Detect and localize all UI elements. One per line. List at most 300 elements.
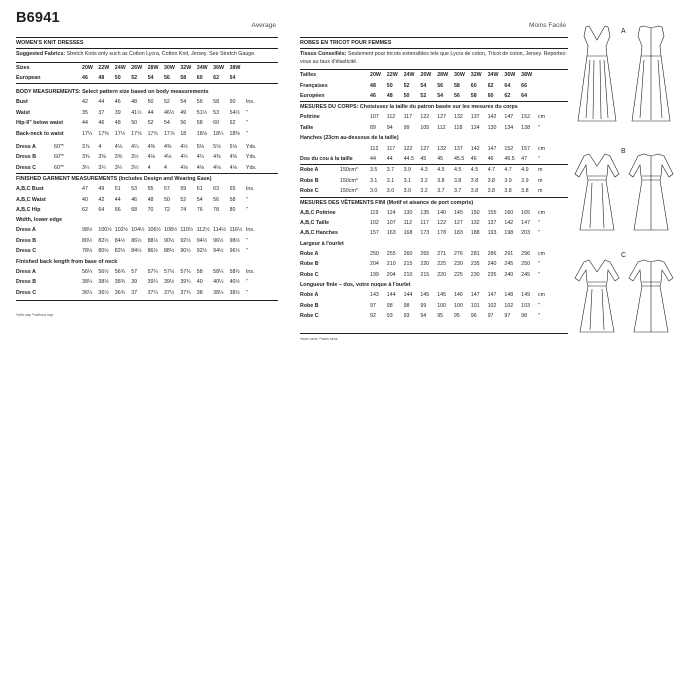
dress-a-back-icon	[626, 22, 676, 126]
table-row	[300, 70, 538, 80]
en-length-table	[16, 267, 264, 298]
cell-value: 44.5	[403, 156, 414, 163]
cell-value: 204	[386, 271, 396, 278]
row-label: A,B,C Taille	[300, 220, 330, 227]
cell-value: 100	[437, 302, 447, 309]
size-value: 58	[180, 75, 187, 81]
cell-value: 18	[180, 130, 187, 137]
cell-value: 84½	[114, 237, 126, 244]
fabric-width: 60"*	[54, 154, 64, 161]
cell-value: 102	[370, 220, 379, 227]
cell-value: 38½	[98, 279, 109, 286]
english-column	[16, 10, 278, 317]
cell-value: 54	[180, 99, 187, 106]
cell-value: 4.7	[487, 167, 495, 174]
cell-value: 44	[82, 120, 88, 127]
cell-value: 245	[521, 271, 531, 278]
size-value: 46	[370, 93, 376, 99]
cell-value: 18⅜	[229, 130, 240, 137]
size-value: 60	[196, 75, 203, 81]
table-row	[16, 142, 264, 152]
cell-value: 105	[420, 124, 430, 131]
table-row	[300, 208, 552, 218]
cell-value: 40¼	[213, 279, 224, 286]
cell-value: 4¼	[196, 154, 205, 161]
difficulty-label: Average	[251, 22, 276, 29]
cell-value: 265	[420, 250, 430, 257]
en-fabrics	[16, 51, 278, 59]
row-label: Dress C	[16, 289, 37, 296]
unit-label: Yds.	[245, 164, 257, 171]
size-value: 24W	[114, 64, 126, 71]
fr-title-rule	[300, 48, 568, 49]
cell-value: 4⅛	[196, 164, 205, 171]
cell-value: 210	[386, 261, 396, 268]
cell-value: 3.9	[403, 167, 411, 174]
cell-value: 53	[213, 109, 220, 116]
cell-value: 36¼	[82, 289, 93, 296]
cell-value: 117	[403, 114, 413, 121]
cell-value: 51	[114, 186, 121, 193]
cell-value: 63	[213, 186, 220, 193]
cell-value: 147	[521, 220, 531, 227]
size-value: 32W	[470, 72, 482, 79]
size-value: 28W	[147, 64, 159, 71]
cell-value: 37	[98, 109, 105, 116]
cell-value: 90½	[180, 248, 191, 255]
cell-value: 107	[370, 114, 379, 121]
cell-value: 5⅛	[213, 144, 221, 151]
cell-value: 3.8	[487, 177, 495, 184]
cell-value: 4.9	[521, 167, 529, 174]
cell-value: 62	[229, 120, 236, 127]
size-value: 60	[487, 93, 494, 99]
cell-value: 215	[420, 271, 430, 278]
cell-value: 4¼	[131, 144, 139, 151]
en-fabrics-text: Stretch Knits only such as Cotton Lycra, Cotton Knit, Jersey. See Stretch Gauge.	[66, 51, 256, 57]
cell-value: 94	[386, 124, 393, 131]
cell-value: 39¼	[147, 279, 158, 286]
french-header	[300, 10, 568, 38]
table-row	[16, 246, 264, 256]
view-letter-b: B	[621, 148, 626, 155]
table-row	[300, 186, 552, 196]
size-value: 58	[453, 82, 460, 89]
cell-value: 3.8	[437, 177, 445, 184]
cell-value: 160	[504, 209, 514, 216]
cell-value: 4⅛	[180, 164, 188, 171]
size-value: 26W	[420, 72, 432, 79]
cell-value: 230	[470, 271, 480, 278]
size-value: 62	[213, 75, 220, 81]
cell-value: 130	[487, 124, 497, 131]
cell-value: 36½	[98, 289, 109, 296]
unit-label: "	[245, 207, 248, 214]
cell-value: 49	[180, 109, 187, 116]
cell-value: 4⅛	[229, 164, 237, 171]
cell-value: 220	[420, 261, 430, 268]
cell-value: 52	[163, 99, 170, 106]
cell-value: 145	[420, 292, 430, 299]
cell-value: 42	[82, 99, 88, 106]
cell-value: 118	[453, 124, 463, 131]
size-value: 36W	[504, 72, 516, 79]
cell-value: 147	[470, 292, 480, 299]
cell-value: 117	[420, 220, 429, 227]
row-label: European	[16, 75, 41, 81]
cell-value: 215	[403, 261, 413, 268]
size-value: 60	[470, 82, 477, 89]
fabrics-rule	[16, 62, 278, 63]
table-row	[300, 133, 552, 143]
fabric-width: 60"*	[54, 144, 64, 151]
cell-value: 57¾	[180, 268, 191, 275]
table-row	[300, 176, 552, 186]
fr-title: ROBES EN TRICOT POUR FEMMES	[300, 40, 392, 46]
table-row	[16, 184, 264, 194]
cell-value: 92½	[196, 248, 208, 255]
cell-value: 65	[229, 186, 236, 193]
cell-value: 44	[370, 156, 376, 163]
cell-value: 112	[437, 124, 446, 131]
cell-value: 52	[180, 196, 187, 203]
size-value: 34W	[487, 72, 499, 79]
cell-value: 240	[487, 261, 497, 268]
cell-value: 168	[403, 230, 413, 237]
cell-value: 37	[131, 289, 138, 296]
cell-value: 286	[487, 250, 497, 257]
table-row	[16, 108, 264, 118]
row-label: Dress A	[16, 268, 36, 275]
cell-value: 94	[420, 312, 427, 319]
size-value: 46	[82, 75, 88, 81]
size-value: 34W	[196, 64, 208, 71]
cell-value: 46	[131, 196, 138, 203]
unit-label: "	[245, 237, 248, 244]
cell-value: 140	[437, 209, 447, 216]
cell-value: 4⅛	[213, 164, 221, 171]
cell-value: 36¾	[114, 289, 126, 296]
cell-value: 82½	[98, 237, 109, 244]
cell-value: 124	[386, 209, 396, 216]
unit-label: "	[245, 109, 248, 116]
cell-value: 3½	[131, 154, 139, 161]
cell-value: 56½	[98, 268, 109, 275]
cell-value: 124	[470, 124, 480, 131]
cell-value: 4	[98, 144, 102, 151]
cell-value: 130	[403, 209, 413, 216]
cell-value: 102	[487, 302, 497, 309]
unit-label: "	[537, 312, 540, 319]
cell-value: 92	[370, 312, 376, 319]
yardage-rule	[16, 173, 278, 174]
size-value: 48	[386, 93, 393, 99]
cell-value: 46.5	[504, 156, 515, 163]
en-width-title: Width, lower edge	[16, 217, 63, 224]
cell-value: 48	[114, 120, 121, 127]
cell-value: 56	[196, 99, 203, 106]
cell-value: 127	[453, 220, 463, 227]
cell-value: 40	[82, 196, 88, 203]
cell-value: 4⅛	[163, 154, 172, 161]
table-row	[16, 97, 264, 107]
cell-value: 3.7	[453, 188, 462, 195]
cell-value: 220	[437, 271, 447, 278]
cell-value: 3⅜	[82, 154, 90, 161]
cell-value: 4.7	[504, 167, 512, 174]
cell-value: 48	[147, 196, 154, 203]
cell-value: 98	[521, 312, 528, 319]
row-label: Robe C	[300, 188, 319, 195]
cell-value: 38¼	[213, 289, 224, 296]
cell-value: 210	[403, 271, 413, 278]
cell-value: 3.0	[370, 188, 378, 195]
row-label: Hip-9" below waist	[16, 120, 63, 127]
cell-value: 4⅜	[229, 154, 237, 161]
row-label: Robe B	[300, 261, 319, 268]
cell-value: 235	[470, 261, 480, 268]
cell-value: 4	[147, 164, 151, 171]
cell-value: 4⅜	[163, 144, 172, 151]
dress-c-back-icon	[626, 256, 676, 336]
size-value: 22W	[98, 64, 110, 71]
cell-value: 93	[386, 312, 393, 319]
cell-value: 3⅜	[114, 154, 123, 161]
cell-value: 45.5	[453, 156, 465, 163]
cell-value: 37¼	[147, 289, 158, 296]
cell-value: 88½	[147, 237, 158, 244]
cell-value: 47	[82, 186, 88, 193]
fr-width-table	[300, 249, 552, 280]
cell-value: 64	[98, 207, 105, 214]
cell-value: 135	[420, 209, 430, 216]
unit-label: m	[537, 188, 543, 195]
fr-yardage-rule-top	[300, 164, 568, 165]
size-value: 50	[114, 75, 121, 81]
cell-value: 44	[98, 99, 105, 106]
unit-label: Ins.	[245, 227, 255, 234]
en-width-table	[16, 225, 264, 256]
table-row	[16, 118, 264, 128]
cell-value: 103	[521, 302, 531, 309]
cell-value: 80½	[82, 237, 93, 244]
fr-length-title: Longueur finie – dos, votre nuque à l'ourlet	[300, 282, 411, 289]
cell-value: 193	[487, 230, 497, 237]
cell-value: 173	[420, 230, 430, 237]
cell-value: 114½	[213, 227, 227, 234]
cell-value: 144	[386, 292, 396, 299]
unit-label: m	[537, 167, 543, 174]
cell-value: 107	[386, 220, 396, 227]
dress-c-front-icon	[572, 256, 622, 336]
en-sizes-table	[16, 63, 246, 84]
cell-value: 49	[98, 186, 105, 193]
row-label: Poitrine	[300, 114, 320, 121]
row-label: Taille	[300, 124, 314, 131]
size-value: 20W	[370, 72, 381, 79]
row-label: Back-neck to waist	[16, 130, 64, 137]
table-row	[300, 165, 552, 175]
row-label: A,B,C Waist	[16, 196, 46, 203]
cell-value: 54½	[229, 109, 240, 116]
cell-value: 106½	[147, 227, 161, 234]
cell-value: 3.1	[403, 177, 411, 184]
table-row	[300, 154, 552, 164]
cell-value: 35	[82, 109, 88, 116]
cell-value: 260	[403, 250, 413, 257]
cell-value: 78½	[82, 248, 93, 255]
cell-value: 17¾	[147, 130, 158, 137]
cell-value: 89	[370, 124, 376, 131]
unit-label: "	[537, 124, 540, 131]
row-label: A,B,C Poitrine	[300, 209, 336, 216]
cell-value: 152	[504, 145, 514, 152]
cell-value: 4.5	[437, 167, 445, 174]
size-value: 30W	[453, 72, 465, 79]
cell-value: 55	[147, 186, 154, 193]
cell-value: 108½	[163, 227, 178, 234]
cell-value: 60	[213, 120, 220, 127]
cell-value: 38¼	[82, 279, 93, 286]
header-rule	[16, 37, 278, 38]
table-row	[16, 267, 264, 277]
cell-value: 110½	[180, 227, 194, 234]
en-finished-table	[16, 184, 264, 215]
cell-value: 3.5	[370, 167, 378, 174]
cell-value: 143	[370, 292, 379, 299]
view-letter-a: A	[621, 28, 626, 35]
table-row	[16, 152, 264, 162]
cell-value: 291	[504, 250, 514, 257]
cell-value: 147	[487, 292, 497, 299]
cell-value: 40	[196, 279, 203, 286]
size-value: 38W	[521, 72, 533, 79]
row-label: A,B,C Hip	[16, 207, 41, 214]
cell-value: 97	[370, 302, 376, 309]
table-row	[16, 225, 264, 235]
cell-value: 56¼	[82, 268, 93, 275]
cell-value: 4⅛	[114, 144, 123, 151]
unit-label: "	[537, 220, 540, 227]
cell-value: 17¼	[82, 130, 93, 137]
cell-value: 145	[437, 292, 447, 299]
unit-label: "	[245, 130, 248, 137]
table-row	[16, 163, 264, 173]
unit-label: Ins.	[245, 268, 255, 275]
cell-value: 50	[163, 196, 170, 203]
en-yardage-table	[16, 142, 264, 173]
cell-value: 3.2	[420, 188, 428, 195]
cell-value: 17⅝	[131, 130, 142, 137]
unit-label: "	[245, 279, 248, 286]
cell-value: 96	[470, 312, 477, 319]
cell-value: 137	[453, 145, 463, 152]
size-value: 62	[487, 82, 494, 89]
cell-value: 250	[521, 261, 531, 268]
cell-value: 4.3	[420, 167, 428, 174]
table-row	[300, 144, 552, 154]
en-body-title: BODY MEASUREMENTS: Select pattern size based on body measurements	[16, 89, 209, 96]
cell-value: 44	[114, 196, 121, 203]
size-value: 48	[370, 82, 376, 89]
cell-value: 51½	[196, 109, 208, 116]
size-value: 50	[386, 82, 393, 89]
fr-sizes-rule	[300, 101, 568, 102]
cell-value: 157	[521, 145, 531, 152]
cell-value: 3.7	[386, 167, 395, 174]
cell-value: 4⅜	[213, 154, 221, 161]
sizes-rule	[16, 83, 278, 84]
table-row	[300, 91, 538, 101]
size-value: 62	[504, 93, 511, 99]
fabric-width: 60"*	[54, 164, 64, 171]
en-title: WOMEN'S KNIT DRESSES	[16, 40, 84, 46]
unit-label: "	[245, 120, 248, 127]
row-label: Robe B	[300, 302, 319, 309]
cell-value: 92½	[180, 237, 191, 244]
cell-value: 5⅛	[196, 144, 205, 151]
cell-value: 80	[229, 207, 236, 214]
cell-value: 84½	[131, 248, 142, 255]
cell-value: 127	[420, 145, 430, 152]
fabric-width: 150cm*	[340, 167, 358, 174]
cell-value: 146	[453, 292, 463, 299]
cell-value: 157	[370, 230, 379, 237]
size-value: 24W	[403, 72, 415, 79]
cell-value: 50	[147, 99, 154, 106]
size-value: 54	[437, 93, 444, 99]
cell-value: 3¼	[98, 164, 106, 171]
cell-value: 147	[487, 145, 497, 152]
size-value: 48	[98, 75, 105, 81]
unit-label: m	[537, 177, 543, 184]
cell-value: 150	[470, 209, 480, 216]
cell-value: 39	[131, 279, 138, 286]
fr-yardage-table	[300, 165, 552, 196]
cell-value: 112	[403, 220, 413, 227]
cell-value: 18¼	[213, 130, 224, 137]
dress-a-front-icon	[572, 22, 622, 126]
cell-value: 4.5	[470, 167, 479, 174]
cell-value: 3.8	[504, 188, 512, 195]
cell-value: 62	[82, 207, 88, 214]
cell-value: 5⅛	[229, 144, 237, 151]
row-label-empty	[300, 144, 370, 154]
cell-value: 44	[147, 109, 154, 116]
cell-value: 281	[470, 250, 480, 257]
cell-value: 3⅞	[82, 144, 90, 151]
cell-value: 132	[453, 114, 463, 121]
size-value: 26W	[131, 64, 143, 71]
cell-value: 96½	[229, 248, 240, 255]
cell-value: 58	[196, 268, 203, 275]
cell-value: 3.8	[453, 177, 462, 184]
cell-value: 46	[470, 156, 477, 163]
fabric-width: 150cm*	[340, 188, 358, 195]
cell-value: 61	[196, 186, 203, 193]
cell-value: 112½	[196, 227, 210, 234]
cell-value: 60	[229, 99, 236, 106]
cell-value: 122	[437, 220, 447, 227]
size-value: 52	[420, 93, 427, 99]
row-label: Tailles	[300, 72, 317, 79]
table-row	[300, 301, 552, 311]
size-value: 66	[521, 82, 528, 89]
cell-value: 225	[453, 271, 463, 278]
hanches-label: Hanches (23cm au-dessous de la taille)	[300, 135, 399, 142]
cell-value: 47	[521, 156, 528, 163]
row-label: Dress A	[16, 144, 36, 151]
